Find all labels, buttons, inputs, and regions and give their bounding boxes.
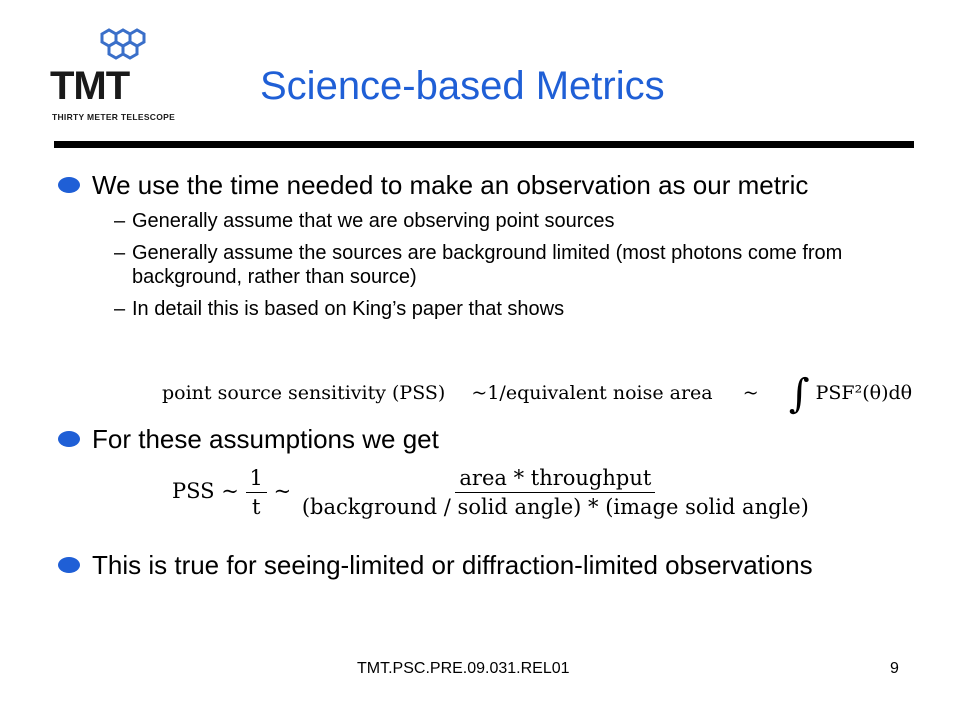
integral-sign: ∫: [788, 371, 810, 417]
frac1-denominator: t: [251, 495, 261, 519]
sub-bullet-2-text: Generally assume the sources are background limited (most photons come from background, rather than source): [132, 242, 843, 288]
bullet-dot: [58, 177, 80, 193]
slide-body: [54, 170, 924, 321]
formula1-lhs: point source sensitivity (PSS): [162, 382, 446, 404]
logo-subtitle: THIRTY METER TELESCOPE: [52, 112, 176, 122]
logo-wordmark: TMT: [50, 64, 130, 108]
bullet-3: [54, 550, 922, 581]
bullet-2-text: For these assumptions we get: [92, 424, 439, 454]
tmt-logo: [46, 28, 186, 124]
bullet-dot: [58, 557, 80, 573]
bullet-3-text: This is true for seeing-limited or diffraction-limited observations: [92, 550, 813, 580]
formula1-mid: ~1/equivalent noise area: [471, 382, 713, 404]
bullet-dot: [58, 431, 80, 447]
frac1-numerator: 1: [246, 466, 267, 493]
formula2-lhs: PSS ~: [172, 479, 239, 503]
document-id: TMT.PSC.PRE.09.031.REL01: [357, 660, 570, 677]
formula1-tilde: ~: [742, 382, 759, 404]
sub-bullet-1-text: Generally assume that we are observing point sources: [132, 210, 615, 232]
frac2-numerator: area * throughput: [455, 466, 655, 493]
pss-formula: [172, 466, 813, 519]
bullet-1: [54, 170, 924, 201]
slide-title: Science-based Metrics: [260, 64, 665, 108]
bullet-2: [54, 424, 439, 455]
formula1-rhs: PSF²(θ)dθ: [815, 382, 913, 404]
frac2-denominator: (background / solid angle) * (image solid angle): [301, 495, 809, 519]
title-divider: [54, 141, 914, 148]
formula2-tilde: ~: [273, 479, 292, 503]
sub-bullet-3: – In detail this is based on King’s paper that shows: [114, 298, 565, 320]
page-number: 9: [890, 660, 899, 677]
hexagon-mirror-segments-icon: [94, 28, 154, 64]
king-formula: [162, 371, 913, 417]
sub-bullet-2: – Generally assume the sources are background limited (most photons come from background, rather than source): [114, 242, 843, 288]
sub-bullet-1: – Generally assume that we are observing point sources: [114, 210, 615, 232]
bullet-1-text: We use the time needed to make an observation as our metric: [92, 170, 809, 200]
fraction-sensitivity: [298, 466, 813, 519]
fraction-1-over-t: [246, 466, 267, 519]
sub-bullet-3-text: In detail this is based on King’s paper that shows: [132, 298, 565, 320]
